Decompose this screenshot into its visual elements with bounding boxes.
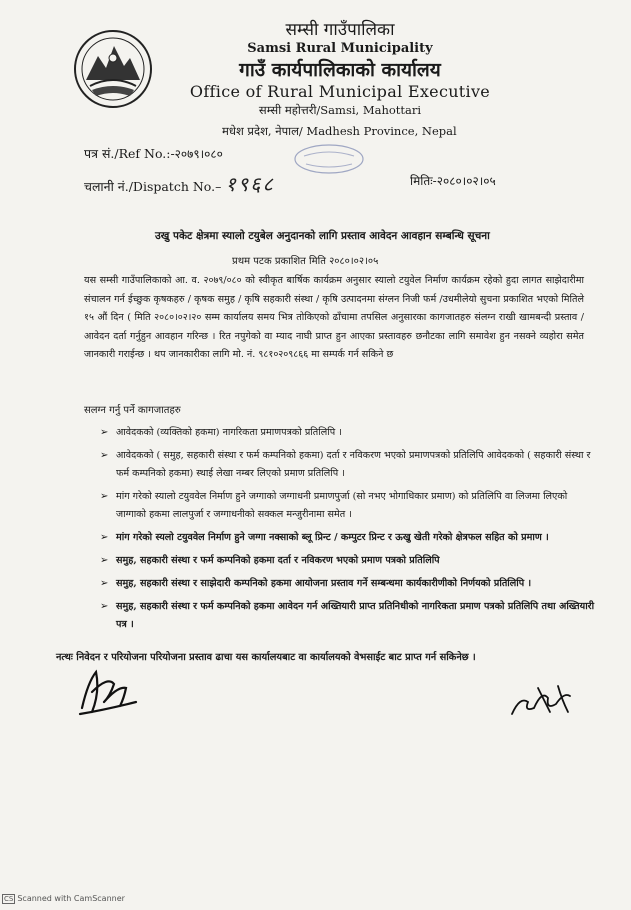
arrow-bullet-icon: ➢: [100, 491, 109, 502]
notice-body: यस सम्सी गाउँपालिकाको आ. व. २०७९/०८० को स्वीकृत बार्षिक कार्यक्रम अनुसार स्यालो टयुवेल निर्माण कार्यक्रम रहेको हुदा लागत साझेदारीमा संचालन गर्न ईच्छुक कृषकहरु / कृषक समुह / कृषि सहकारी संस्था / कृषि उत्पादनमा संग्लन निजी फर्म /उधमीलेयो सुचना प्रकाशित भएको मितिले १५ औं दिन ( मिति २०८०।०२।२० सम्म कार्यालय समय भित्र तोकिएको ढाँचामा तपसिल अनुसारका कागजातहरु संलग्न राखी खामबन्दी प्रस्ताव / आवेदन दर्ता गर्नुहुन आवहान गरिन्छ । रित नपुगेको वा म्याद नाघी प्राप्त हुन आएका प्रस्तावहरु छनौटका लागि समावेश हुन नसक्ने व्यहोरा समेत जानकारी गराईन्छ । थप जानकारीका लागि मो. नं. ९८१०२०९८६६ मा सम्पर्क गर्न सकिने छ: [84, 275, 584, 360]
list-item: ➢ समुह, सहकारी संस्था र फर्म कम्पनिको हकमा आवेदन गर्न अख्तियारी प्राप्त प्रतिनिधीको नागरिकता प्रमाण पत्रको प्रतिलिपि तथा अख्तियारी पत्र ।: [100, 598, 600, 634]
list-item: ➢ आवेदकको ( समुह, सहकारी संस्था र फर्म कम्पनिको हकमा) दर्ता र नविकरण भएको प्रमाणपत्रको प्रतिलिपि आवेदकको ( सहकारी संस्था र फर्म कम्पनिको हकमा) स्थाई लेखा नम्बर लिएको प्रमाण प्रतिलिपि ।: [100, 447, 600, 483]
list-item: ➢ समुह, सहकारी संस्था र फर्म कम्पनिको हकमा दर्ता र नविकरण भएको प्रमाण पत्रको प्रतिलिपि: [100, 552, 600, 570]
notice-note: नत्थः निवेदन र परियोजना परियोजना प्रस्ताव ढाचा यस कार्यालयबाट वा कार्यालयको वेभसाईट बाट प्राप्त गर्न सकिनेछ ।: [56, 652, 476, 663]
documents-title: सलग्न गर्नु पर्ने कागजातहरु: [84, 405, 181, 416]
camscanner-logo-icon: CS: [4, 895, 14, 903]
municipality-emblem-icon: [72, 28, 154, 110]
nepali-title: सम्सी गाउँपालिका: [285, 20, 395, 40]
ref-label: पत्र सं./Ref No.:-: [84, 146, 175, 161]
ref-value: २०७९।०८०: [174, 147, 223, 161]
signature-left: [74, 662, 144, 720]
date-value: २०८०।०२।०५: [436, 174, 496, 188]
scanner-watermark: [2, 894, 125, 904]
dispatch-label: चलानी नं./Dispatch No.–: [84, 179, 222, 194]
signature-right: [508, 682, 578, 724]
notice-subject: उखु पकेट क्षेत्रमा स्यालो टयुबेल अनुदानको लागि प्रस्ताव आवेदन आवहान सम्बन्धि सूचना: [155, 230, 490, 242]
arrow-bullet-icon: ➢: [100, 450, 109, 461]
arrow-bullet-icon: ➢: [100, 427, 109, 438]
arrow-bullet-icon: ➢: [100, 578, 109, 589]
list-item: ➢ समुह, सहकारी संस्था र साझेदारी कम्पनिको हकमा आयोजना प्रस्ताव गर्ने सम्बन्धमा कार्यकारीणीको निर्णयको प्रतिलिपि ।: [100, 575, 600, 593]
list-item: ➢ मांग गरेको स्यालो टयुववेल निर्माण हुने जग्गाको जग्गाधनी प्रमाणपुर्जा (सो नभए भोगाधिकार प्रमाण) को प्रतिलिपि वा लिजमा लिएको जाग्गाको हकमा लालपुर्जा र जग्गाधनीको सक्कल मन्जुरीनामा समेत ।: [100, 488, 600, 524]
letter-date: [410, 172, 496, 189]
english-office: Office of Rural Municipal Executive: [189, 82, 491, 101]
date-label: मितिः-: [410, 174, 437, 188]
english-title: Samsi Rural Municipality: [247, 41, 433, 56]
scanner-text: Scanned with CamScanner: [17, 894, 125, 903]
documents-list: [100, 424, 600, 639]
letterhead: [160, 18, 520, 118]
address-line-1: सम्सी महोत्तरी/Samsi, Mahottari: [258, 103, 422, 117]
dispatch-value: १९६८: [225, 172, 275, 196]
dispatch-number: [84, 170, 275, 197]
arrow-bullet-icon: ➢: [100, 555, 109, 566]
published-date: प्रथम पटक प्रकाशित मिति २०८०।०२।०५: [232, 256, 379, 267]
arrow-bullet-icon: ➢: [100, 601, 109, 612]
list-item: ➢ आवेदकको (व्यक्तिको हकमा) नागरिकता प्रमाणपत्रको प्रतिलिपि ।: [100, 424, 600, 442]
nepali-office: गाउँ कार्यपालिकाको कार्यालय: [239, 59, 441, 81]
office-seal-stamp: [292, 142, 366, 176]
reference-number: [84, 145, 223, 162]
address-line-2: मधेश प्रदेश, नेपाल/ Madhesh Province, Nepal: [222, 124, 457, 138]
list-item: ➢ मांग गरेको स्यलो टयुववेल निर्माण हुने जग्गा नक्साको ब्लू प्रिन्ट / कम्पुटर प्रिन्ट र ऊखु खेती गरेको क्षेत्रफल सहित को प्रमाण ।: [100, 529, 600, 547]
arrow-bullet-icon: ➢: [100, 532, 109, 543]
